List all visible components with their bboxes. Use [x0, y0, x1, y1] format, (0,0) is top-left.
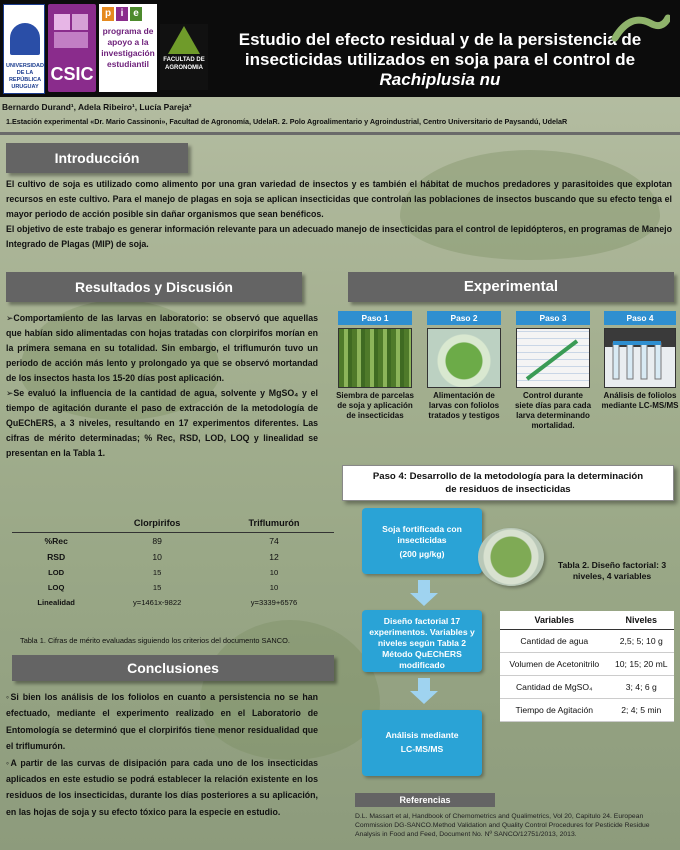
results-paragraph: ➢Se evaluó la influencia de la cantidad de agua, solvente y MgSO₄ y el tiempo de agitación durante el paso de extracción de la metodología de QuEChERS, a 3 niveles, resultando en 17 experimentos diferentes. Las cifras de mérito determinadas; % Rec, RSD, LOD, LOQ y linealidad se presentan en la Tabla 1. — [6, 388, 318, 458]
step-3-caption: Control durante siete días para cada larva determinando mortalidad. — [514, 391, 592, 430]
csic-logo: CSIC — [48, 4, 96, 92]
step-4-label: Paso 4 — [604, 311, 676, 325]
intro-paragraph: El cultivo de soja es utilizado como alimento por una gran variedad de insectos y es también el hábitat de muchos predadores y parasitoides que explotan recursos en este cultivo. Para el manejo de plagas en soja se aplican insecticidas que controlan las poblaciones de insectos buscando que su efecto tenga el mayor periodo de acción posible sin dañar organismos que sean benéficos. — [6, 179, 672, 219]
table-row: LOQ 15 10 — [47, 583, 279, 592]
fortified-soy-photo — [478, 528, 544, 586]
step-4-caption: Análisis de foliolos mediante LC-MS/MS — [601, 391, 679, 410]
conclusions-paragraph: ◦A partir de las curvas de disipación para cada uno de los insecticidas aplicados en este estudio se podrá establecer la relación existente en los residuos de los insecticidas, durante los días posteriores a su aplicación, en las hojas de soja y su efecto tóxico para la especie en estudio. — [6, 757, 318, 817]
results-heading: Resultados y Discusión — [6, 272, 302, 302]
column-header: Clorpirifos — [133, 518, 181, 528]
conclusions-heading: Conclusiones — [12, 655, 334, 681]
table-row: RSD 10 12 — [47, 552, 279, 562]
references-heading: Referencias — [355, 793, 495, 807]
udelar-logo: UNIVERSIDAD DE LA REPÚBLICA URUGUAY — [3, 4, 45, 94]
down-arrow-icon — [410, 580, 438, 606]
column-header: Niveles — [609, 611, 674, 630]
flow-step-factorial-design: Diseño factorial 17 experimentos. Variables y niveles según Tabla 2 Método QuEChERS modificado — [362, 610, 482, 672]
fagro-logo: FACULTAD DE AGRONOMIA — [160, 24, 208, 90]
experimental-heading: Experimental — [348, 272, 674, 302]
down-arrow-icon — [410, 678, 438, 704]
step-1-label: Paso 1 — [338, 311, 412, 325]
pie-logo: p i e programa de apoyo a la investigación estudiantil — [99, 4, 157, 92]
results-text — [6, 311, 318, 461]
step-3-label: Paso 3 — [516, 311, 590, 325]
table-row: %Rec 89 74 — [12, 533, 334, 550]
flow-step-fortified-soy: Soja fortificada con insecticidas (200 µg/kg) — [362, 508, 482, 574]
lcms-vials-photo — [604, 328, 676, 388]
column-header: Triflumurón — [248, 518, 300, 528]
table-row: Tiempo de Agitación 2; 4; 5 min — [500, 699, 674, 722]
references-text: D.L. Massart et al, Handbook of Chemometrics and Qualimetrics, Vol 20, Capitulo 24. European Commission DG-SANCO.Method Validation and Quality Control Procedures for Pesticide Residue Analysis in Food and Feed, Document No. Nº SANCO/12751/2013, 2013. — [355, 813, 650, 838]
intro-paragraph: El objetivo de este trabajo es generar información relevante para un adecuado manejo de insecticidas para el control de lepidópteros, en programas de Manejo Integrado de Plagas (MIP) de soja. — [6, 224, 672, 249]
paso-4-callout: Paso 4: Desarrollo de la metodología para la determinación de residuos de insecticidas — [342, 465, 674, 501]
intro-heading: Introducción — [6, 143, 188, 173]
conclusions-paragraph: ◦Si bien los análisis de los foliolos en cuanto a persistencia no se han efectuado, mediante el experimento realizado en el Laboratorio de Entomología se determinó que el clorpirifós tiene menor residualidad que el triflumurón. — [6, 692, 318, 752]
table-row: Linealidad y=1461x-9822 y=3339+6576 — [37, 598, 298, 607]
table-2 — [500, 611, 674, 722]
results-paragraph: ➢Comportamiento de las larvas en laboratorio: se observó que aquellas que habían sido alimentadas con hojas tratadas con clorpirifos morían en la primera semana en su totalidad. Sin embargo, el triflumurón tuvo un periodo de acción más lento y prolongado ya que se observó mortandad de los insectos hasta los 15-20 días post aplicación. — [6, 313, 318, 383]
column-header: Variables — [500, 611, 609, 630]
caterpillar-icon — [610, 8, 670, 48]
table-2-caption: Tabla 2. Diseño factorial: 3 niveles, 4 variables — [557, 560, 667, 581]
poster-title: Estudio del efecto residual y de la persistencia de insecticidas utilizados en soja para el control de Rachiplusia nu — [238, 30, 642, 89]
table-row: Cantidad de MgSO₄ 3; 4; 6 g — [500, 676, 674, 699]
larvae-dish-photo — [427, 328, 501, 388]
table-row: Volumen de Acetonitrilo 10; 15; 20 mL — [500, 653, 674, 676]
step-2-label: Paso 2 — [427, 311, 501, 325]
divider — [0, 132, 680, 135]
affiliations: 1.Estación experimental «Dr. Mario Cassinoni», Facultad de Agronomía, UdelaR. 2. Polo Agroalimentario y Agroindustrial, Centro Universitario de Paysandú, UdelaR — [6, 117, 568, 126]
conclusions-text — [6, 689, 318, 820]
step-2-caption: Alimentación de larvas con foliolos tratados y testigos — [428, 391, 500, 420]
table-row: LOD 15 10 — [48, 568, 279, 577]
table-row: Cantidad de agua 2,5; 5; 10 g — [500, 630, 674, 653]
table-1-caption: Tabla 1. Cifras de mérito evaluadas siguiendo los criterios del documento SANCO. — [20, 636, 290, 645]
poster-header — [0, 0, 680, 97]
flow-step-lcms-analysis: Análisis mediante LC-MS/MS — [362, 710, 482, 776]
notebook-photo — [516, 328, 590, 388]
soybean-field-photo — [338, 328, 412, 388]
step-1-caption: Siembra de parcelas de soja y aplicación de insecticidas — [336, 391, 414, 420]
table-1 — [12, 514, 334, 610]
authors: Bernardo Durand¹, Adela Ribeiro¹, Lucía Pareja² — [2, 102, 192, 112]
intro-text — [6, 177, 672, 252]
